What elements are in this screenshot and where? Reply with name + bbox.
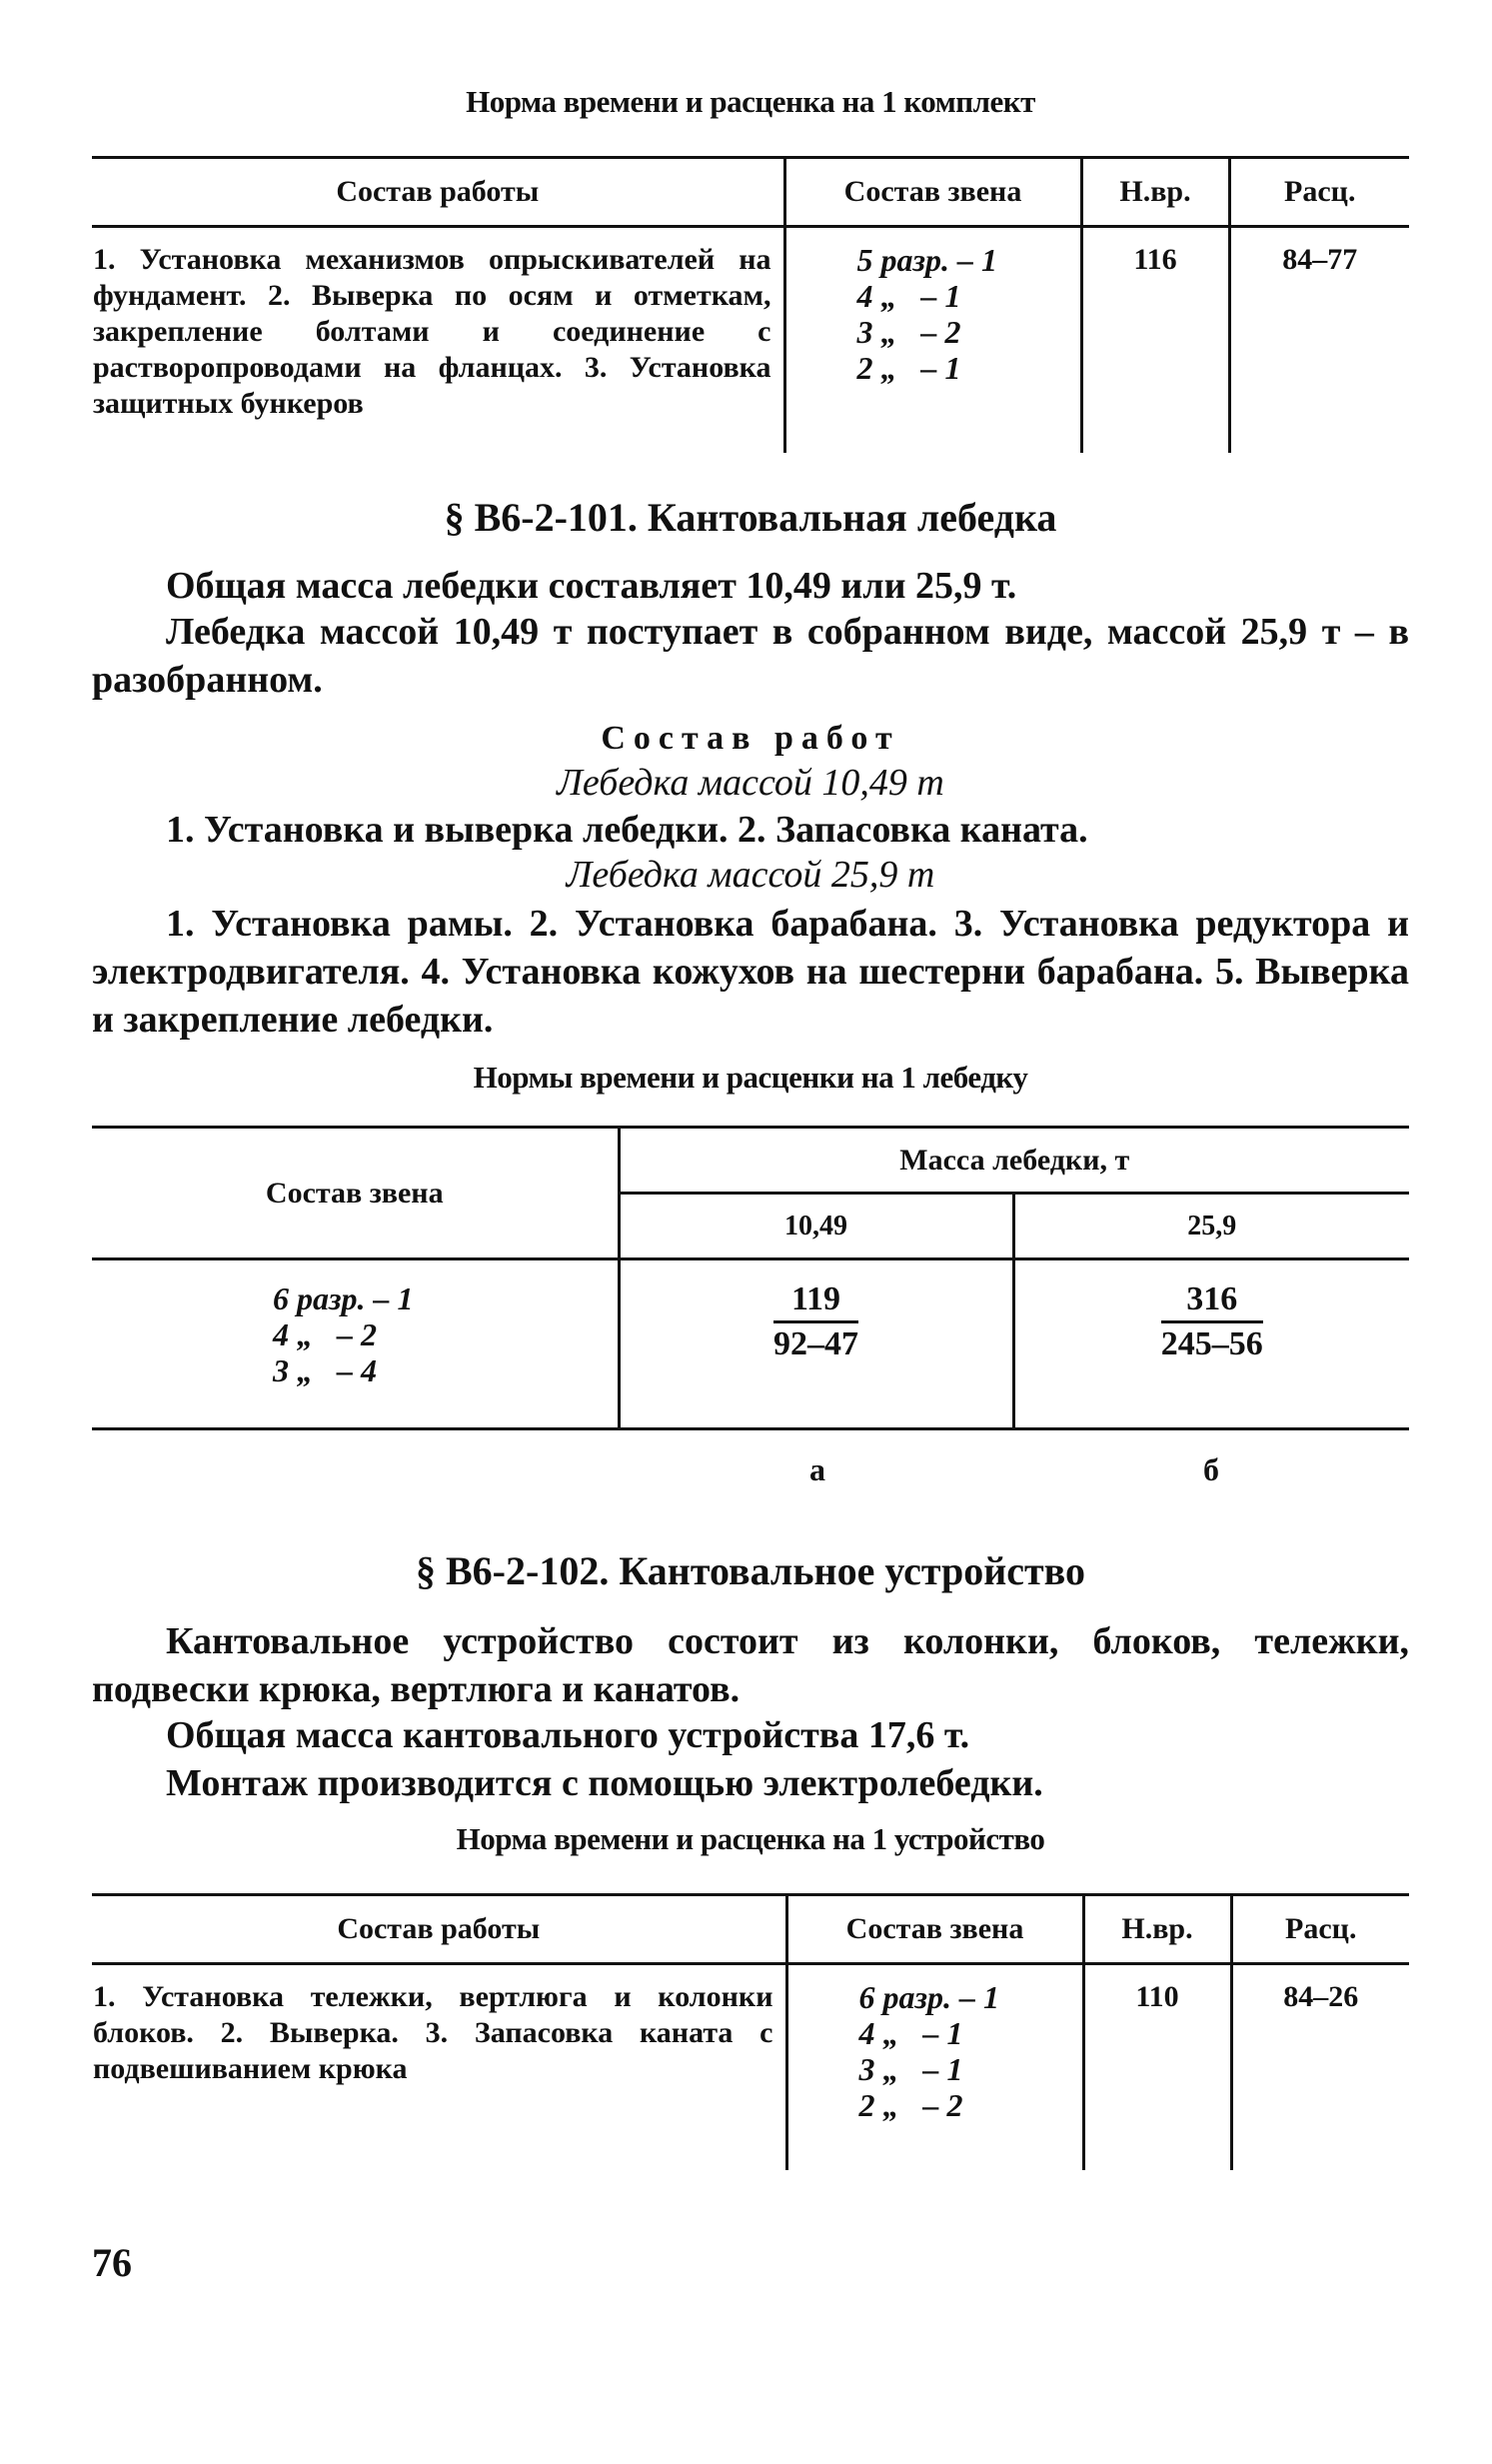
table-row	[92, 227, 1409, 453]
rate-value: 84–77	[1229, 227, 1409, 453]
crew-cell	[786, 1964, 1083, 2170]
works-heading: Состав работ	[601, 720, 900, 757]
table-header-row	[92, 158, 1409, 227]
crew-cell	[92, 1259, 619, 1429]
column-label-a: а	[809, 1451, 825, 1487]
subheading: Лебедка массой 10,49 т	[557, 762, 944, 804]
column-label-b: б	[1203, 1451, 1219, 1487]
winch-table-caption: Нормы времени и расценки на 1 лебедку	[473, 1060, 1028, 1095]
header-work: Состав работы	[92, 158, 784, 227]
crew-line: 2 „ – 1	[856, 350, 961, 386]
section-title-device: § В6-2-102. Кантовальное устройство	[416, 1548, 1085, 1593]
top-table-caption: Норма времени и расценка на 1 комплект	[466, 84, 1035, 119]
norm-rate-fraction	[773, 1280, 858, 1363]
rate-value: 245–56	[1160, 1325, 1263, 1362]
subheading: Лебедка массой 25,9 т	[566, 854, 935, 896]
table-row	[92, 1259, 1409, 1429]
bottom-table-caption: Норма времени и расценка на 1 устройство	[456, 1821, 1045, 1856]
norm-value: 116	[1081, 227, 1229, 453]
paragraph: 1. Установка и выверка лебедки. 2. Запасовка каната.	[166, 809, 1088, 851]
header-crew: Состав звена	[784, 158, 1081, 227]
value-cell	[619, 1259, 1013, 1429]
header-norm: Н.вр.	[1081, 158, 1229, 227]
crew-line: 5 разр. – 1	[856, 242, 997, 278]
paragraph: Лебедка массой 10,49 т поступает в собранном виде, массой 25,9 т – в разобранном.	[92, 611, 1409, 701]
value-cell	[1013, 1259, 1409, 1429]
norm-value: 316	[1161, 1280, 1263, 1323]
norm-rate-fraction	[1161, 1280, 1263, 1363]
winch-norm-table	[92, 1126, 1409, 1430]
crew-line: 3 „ – 1	[858, 2051, 963, 2087]
header-work: Состав работы	[92, 1895, 786, 1964]
table-row	[92, 1964, 1409, 2170]
crew-line: 4 „ – 1	[858, 2015, 963, 2051]
section-title-winch: § В6-2-101. Кантовальная лебедка	[444, 495, 1057, 540]
rate-value: 84–26	[1231, 1964, 1409, 2170]
header-rate: Расц.	[1229, 158, 1409, 227]
header-mass: Масса лебедки, т	[619, 1128, 1409, 1194]
paragraph: 1. Установка рамы. 2. Установка барабана. 3. Установка редуктора и электродвигателя. 4. Установка кожухов на шестерни барабана. 5. Выверка и закрепление лебедки.	[92, 903, 1409, 1041]
header-crew: Состав звена	[92, 1128, 619, 1259]
crew-line: 3 „ – 2	[856, 314, 961, 350]
document-page	[92, 0, 1409, 2464]
paragraph: Монтаж производится с помощью электролебедки.	[166, 1762, 1043, 1804]
table-header-row	[92, 1895, 1409, 1964]
top-norm-table	[92, 156, 1409, 453]
crew-line: 4 „ – 1	[856, 278, 961, 314]
header-norm: Н.вр.	[1083, 1895, 1231, 1964]
crew-cell	[784, 227, 1081, 453]
bottom-norm-table	[92, 1893, 1409, 2170]
paragraph: Общая масса лебедки составляет 10,49 или 25,9 т.	[166, 565, 1017, 607]
header-mass-col: 25,9	[1013, 1194, 1409, 1259]
crew-line: 4 „ – 2	[273, 1316, 377, 1352]
crew-line: 2 „ – 2	[858, 2087, 963, 2123]
work-description: 1. Установка механизмов опрыскивателей на фундамент. 2. Выверка по осям и отметкам, закрепление болтами и соединение с растворопроводами на фланцах. 3. Установка защитных бункеров	[93, 243, 771, 420]
rate-value: 92–47	[773, 1325, 858, 1362]
paragraph: Кантовальное устройство состоит из колонки, блоков, тележки, подвески крюка, вертлюга и канатов.	[92, 1620, 1409, 1710]
page-number: 76	[92, 2240, 132, 2285]
paragraph: Общая масса кантовального устройства 17,6 т.	[166, 1714, 970, 1756]
work-description: 1. Установка тележки, вертлюга и колонки блоков. 2. Выверка. 3. Запасовка каната с подвешиванием крюка	[93, 1980, 773, 2085]
crew-line: 6 разр. – 1	[858, 1979, 999, 2015]
crew-line: 6 разр. – 1	[273, 1280, 414, 1316]
header-crew: Состав звена	[786, 1895, 1083, 1964]
header-mass-col: 10,49	[619, 1194, 1013, 1259]
header-rate: Расц.	[1231, 1895, 1409, 1964]
norm-value: 110	[1083, 1964, 1231, 2170]
crew-line: 3 „ – 4	[273, 1352, 377, 1388]
norm-value: 119	[773, 1280, 858, 1323]
